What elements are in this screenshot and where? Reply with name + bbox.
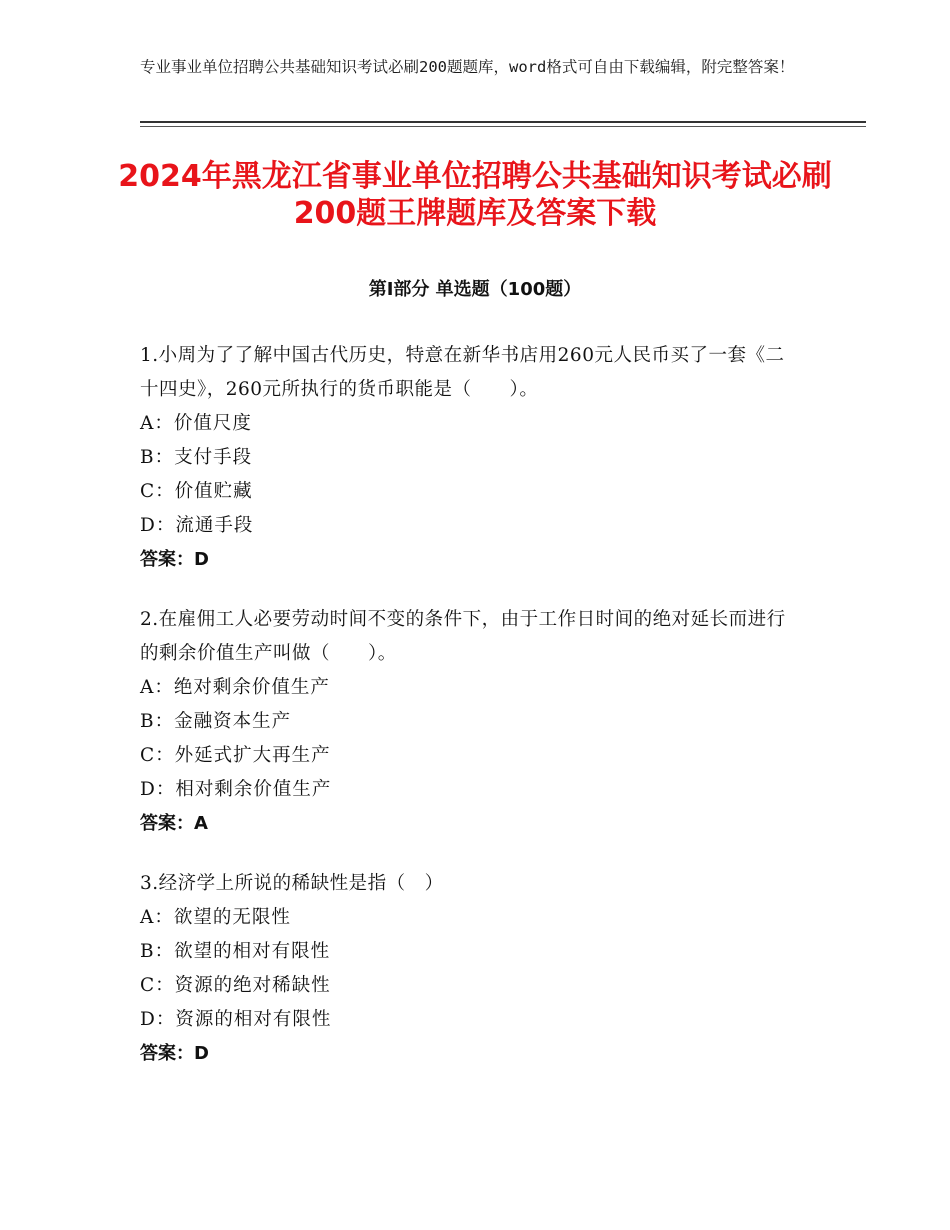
question-text: 1.小周为了了解中国古代历史，特意在新华书店用260元人民币买了一套《二十四史》，260元所执行的货币职能是（ ）。 <box>140 345 785 400</box>
question-3 <box>140 867 800 1071</box>
option-d: D：资源的相对有限性 <box>140 1009 332 1030</box>
option-a: A：绝对剩余价值生产 <box>140 677 330 698</box>
question-text: 3.经济学上所说的稀缺性是指（ ） <box>140 873 444 894</box>
option-c: C：价值贮藏 <box>140 481 253 502</box>
option-b: B：欲望的相对有限性 <box>140 941 331 962</box>
answer: 答案：A <box>140 813 208 834</box>
option-a: A：价值尺度 <box>140 413 252 434</box>
option-c: C：资源的绝对稀缺性 <box>140 975 331 996</box>
option-d: D：相对剩余价值生产 <box>140 779 332 800</box>
option-b: B：金融资本生产 <box>140 711 292 732</box>
header-rule-thin <box>140 126 866 127</box>
header-rule-thick <box>140 121 866 123</box>
question-2 <box>140 603 800 841</box>
question-1 <box>140 339 800 577</box>
option-a: A：欲望的无限性 <box>140 907 291 928</box>
answer: 答案：D <box>140 549 209 570</box>
document-title: 2024年黑龙江省事业单位招聘公共基础知识考试必刷200题王牌题库及答案下载 <box>118 159 832 231</box>
question-text: 2.在雇佣工人必要劳动时间不变的条件下，由于工作日时间的绝对延长而进行的剩余价值生产叫做（ ）。 <box>140 609 786 664</box>
answer: 答案：D <box>140 1043 209 1064</box>
header-note: 专业事业单位招聘公共基础知识考试必刷200题题库，word格式可自由下载编辑，附完整答案！ <box>140 58 795 76</box>
option-c: C：外延式扩大再生产 <box>140 745 331 766</box>
option-b: B：支付手段 <box>140 447 253 468</box>
question-list <box>140 339 800 1097</box>
section-title: 第Ⅰ部分 单选题（100题） <box>368 279 582 300</box>
option-d: D：流通手段 <box>140 515 254 536</box>
